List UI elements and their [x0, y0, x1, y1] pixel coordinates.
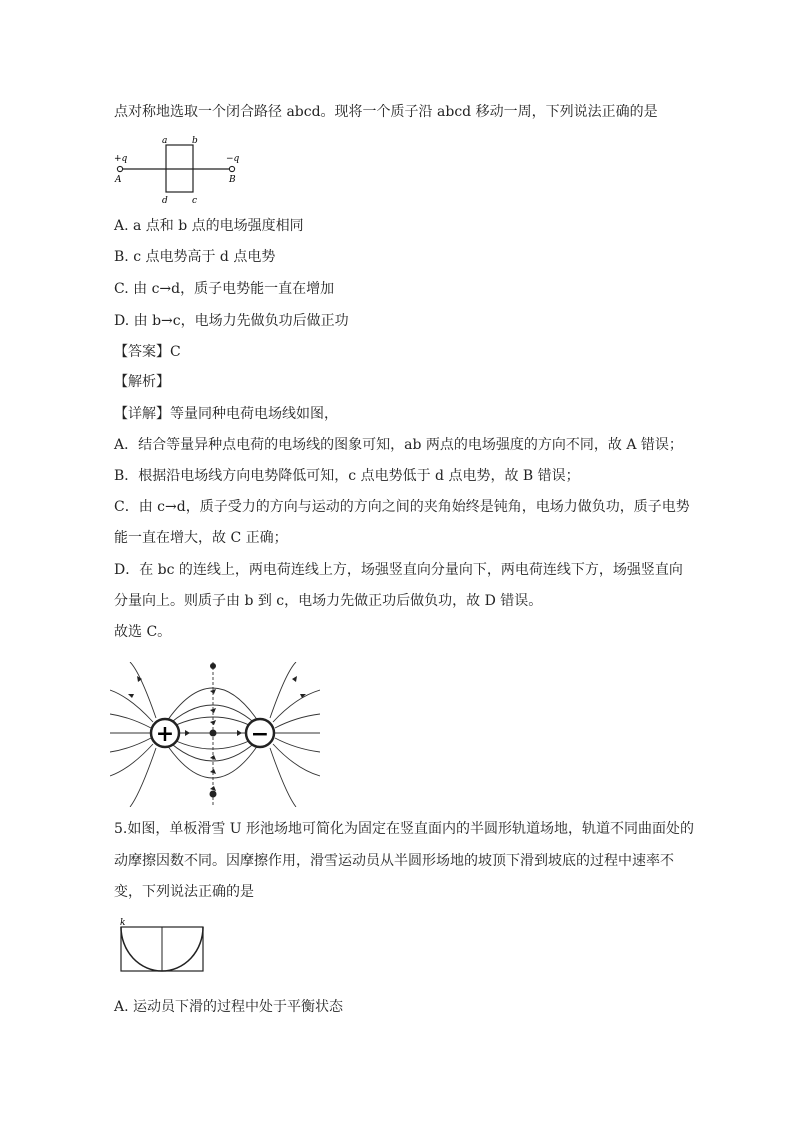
plus-sign: +: [155, 721, 175, 747]
detail-line: 【详解】等量同种电荷电场线如图，: [114, 406, 338, 422]
q4-option-b: B. c 点电势高于 d 点电势: [114, 249, 276, 265]
q5-stem-line: 变，下列说法正确的是: [114, 884, 254, 900]
B-label: B: [229, 175, 236, 185]
plus-q-label: +q: [114, 154, 128, 164]
charges-path-figure: [112, 136, 252, 206]
minus-sign: −: [250, 721, 270, 747]
b-label: b: [192, 136, 198, 146]
q4-intro: 点对称地选取一个闭合路径 abcd。现将一个质子沿 abcd 移动一周，下列说法正确的是: [114, 104, 658, 120]
charge-A-dot: [117, 166, 122, 171]
answer-line: 【答案】C: [114, 344, 181, 360]
q4-option-d: D. 由 b→c，电场力先做负功后做正功: [114, 313, 349, 329]
field-lines-figure: [110, 662, 320, 807]
q5-stem-line: 动摩擦因数不同。因摩擦作用，滑雪运动员从半圆形场地的坡顶下滑到坡底的过程中速率不: [114, 853, 674, 869]
a-label: a: [162, 136, 168, 146]
analysis-heading: 【解析】: [114, 374, 170, 390]
q4-option-a: A. a 点和 b 点的电场强度相同: [114, 218, 304, 234]
detail-line: D．在 bc 的连线上，两电荷连线上方，场强竖直向分量向下，两电荷连线下方，场强竖直向: [114, 562, 683, 578]
q4-option-c: C. 由 c→d，质子电势能一直在增加: [114, 281, 335, 297]
detail-line: C．由 c→d，质子受力的方向与运动的方向之间的夹角始终是钝角，电场力做负功，质子电势: [114, 499, 690, 515]
k-label: k: [120, 918, 126, 928]
detail-line: 分量向上。则质子由 b 到 c，电场力先做正功后做负功，故 D 错误。: [114, 593, 543, 609]
A-label: A: [115, 175, 122, 185]
q5-stem-line: 5.如图，单板滑雪 U 形池场地可简化为固定在竖直面内的半圆形轨道场地，轨道不同曲面处的: [114, 821, 695, 837]
detail-line: B．根据沿电场线方向电势降低可知，c 点电势低于 d 点电势，故 B 错误；: [114, 468, 580, 484]
charge-B-dot: [229, 166, 234, 171]
detail-line: 能一直在增大，故 C 正确；: [114, 530, 288, 546]
q5-option-a: A. 运动员下滑的过程中处于平衡状态: [114, 999, 344, 1015]
detail-line: 故选 C。: [114, 624, 172, 640]
d-label: d: [162, 196, 168, 206]
minus-q-label: −q: [226, 154, 240, 164]
c-label: c: [192, 196, 198, 206]
u-track-figure: [118, 914, 208, 974]
detail-line: A．结合等量异种点电荷的电场线的图象可知，ab 两点的电场强度的方向不同，故 A 错误；: [114, 437, 683, 453]
